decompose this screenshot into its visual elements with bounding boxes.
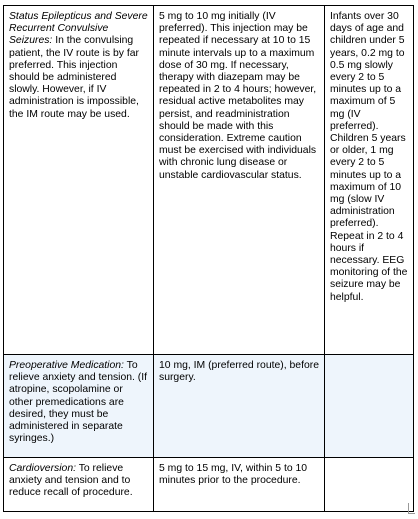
adult-dose-cell: 5 mg to 10 mg initially (IV preferred). This injection may be repeated if necessary at 10 to 15 minute intervals up to a maximum dose of 30 mg. If necessary, therapy with diazepam may be repeated in 2 to 4 hours; however, residual active metabolites may persist, and readministration should be made with this consideration. Extreme caution must be exercised with individuals with chronic lung disease or unstable cardiovascular status. bbox=[154, 6, 325, 355]
indication-title: Status Epilepticus and Severe Recurrent Convulsive Seizures: bbox=[9, 11, 148, 47]
pediatric-dose-cell bbox=[325, 355, 414, 458]
indication-description: In the convulsing patient, the IV route is by far preferred. This injection should be administered slowly. However, if IV administration is impossible, the IM route may be used. bbox=[9, 35, 139, 120]
indication-cell bbox=[4, 458, 154, 512]
indication-title: Cardioversion: bbox=[9, 463, 76, 474]
dosage-table bbox=[3, 5, 414, 512]
indication-cell bbox=[4, 6, 154, 355]
pediatric-dose-cell: Infants over 30 days of age and children under 5 years, 0.2 mg to 0.5 mg slowly every 2 to 5 minutes up to a maximum of 5 mg (IV preferred). Children 5 years or older, 1 mg every 2 to 5 minutes up to a maximum of 10 mg (slow IV administration preferred). Repeat in 2 to 4 hours if necessary. EEG monitoring of the seizure may be helpful. bbox=[325, 6, 414, 355]
adult-dose-cell: 10 mg, IM (preferred route), before surgery. bbox=[154, 355, 325, 458]
indication-title: Preoperative Medication: bbox=[9, 360, 124, 371]
indication-description: To relieve anxiety and tension. (If atropine, scopolamine or other premedications are desired, they must be administered in separate syringes.) bbox=[9, 360, 148, 445]
adult-dose-cell: 5 mg to 15 mg, IV, within 5 to 10 minutes prior to the procedure. bbox=[154, 458, 325, 512]
corner-marker bbox=[408, 503, 415, 514]
indication-description: To relieve anxiety and tension and to reduce recall of procedure. bbox=[9, 463, 133, 499]
table-row-status-epilepticus bbox=[4, 6, 414, 355]
indication-cell bbox=[4, 355, 154, 458]
table-row-preoperative bbox=[4, 355, 414, 458]
pediatric-dose-cell bbox=[325, 458, 414, 512]
table-row-cardioversion bbox=[4, 458, 414, 512]
